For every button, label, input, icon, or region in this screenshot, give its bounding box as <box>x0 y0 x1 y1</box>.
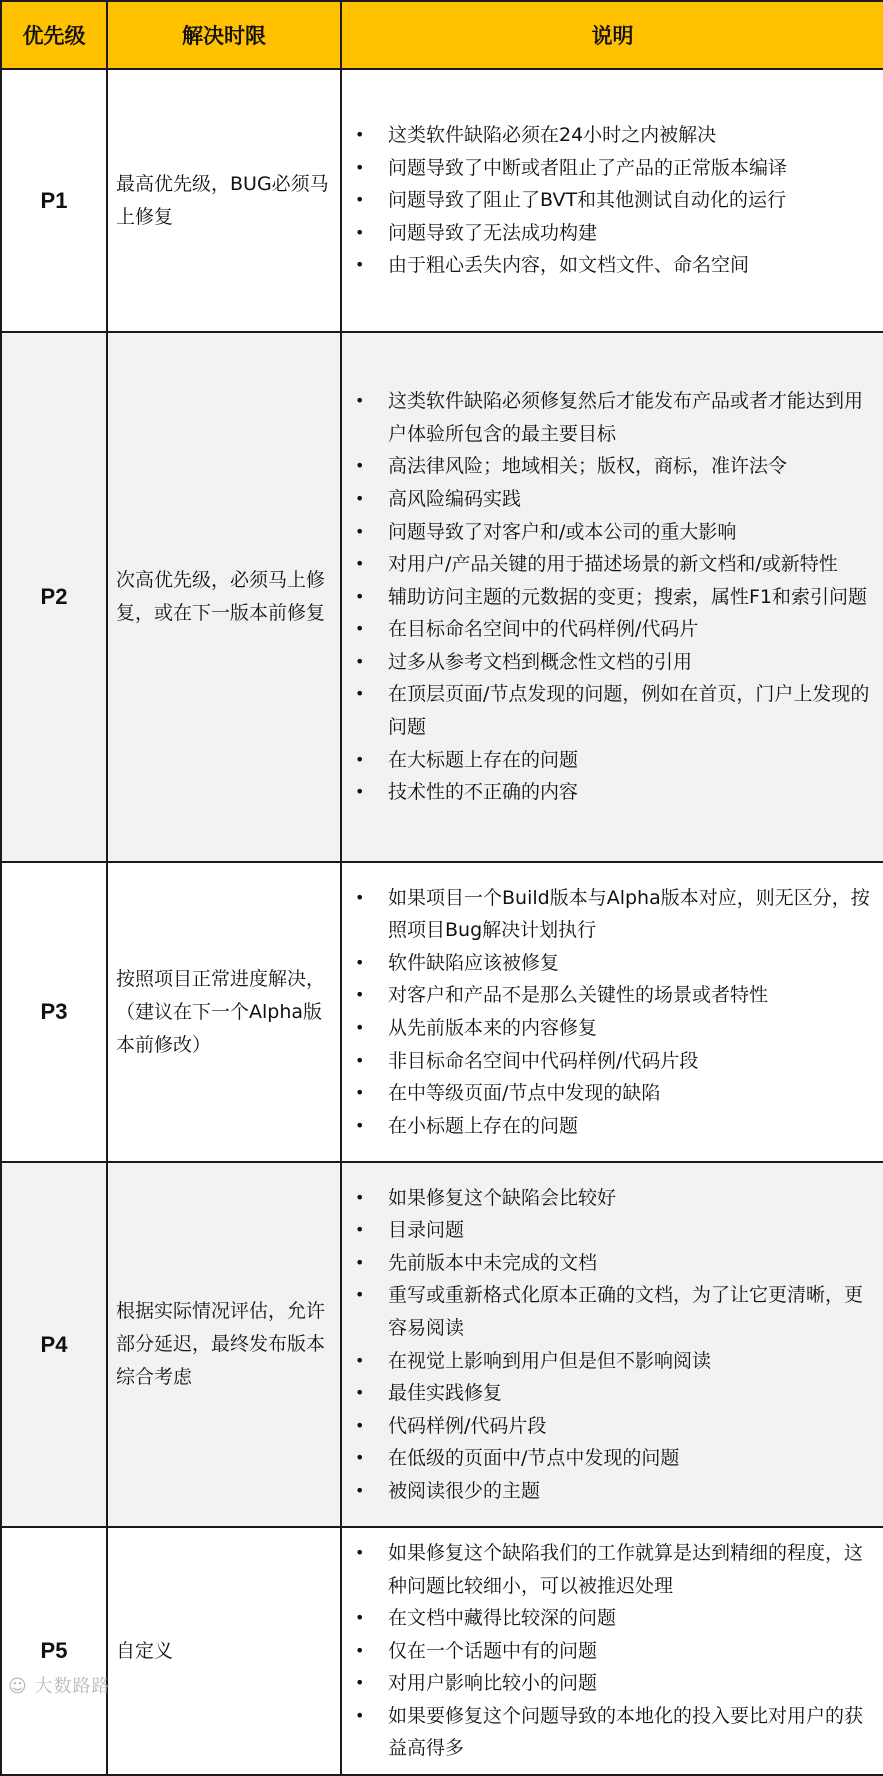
list-item: • 重写或重新格式化原本正确的文档，为了让它更清晰，更容易阅读 <box>352 1279 873 1344</box>
description-list <box>352 882 873 1143</box>
priority-cell: P4 <box>1 1162 107 1527</box>
list-item: • 对客户和产品不是那么关键性的场景或者特性 <box>352 979 873 1012</box>
header-description: 说明 <box>341 1 883 69</box>
list-item: • 如果项目一个Build版本与Alpha版本对应，则无区分，按照项目Bug解决计划执行 <box>352 882 873 947</box>
header-priority: 优先级 <box>1 1 107 69</box>
list-item: • 对用户/产品关键的用于描述场景的新文档和/或新特性 <box>352 548 873 581</box>
table-body <box>1 69 883 1775</box>
list-item: • 对用户影响比较小的问题 <box>352 1667 873 1700</box>
list-item: • 目录问题 <box>352 1214 873 1247</box>
description-cell <box>341 332 883 862</box>
table-row <box>1 1162 883 1527</box>
deadline-cell: 自定义 <box>107 1527 341 1775</box>
deadline-cell: 次高优先级，必须马上修复，或在下一版本前修复 <box>107 332 341 862</box>
list-item: • 软件缺陷应该被修复 <box>352 947 873 980</box>
table-row <box>1 332 883 862</box>
list-item: • 如果修复这个缺陷会比较好 <box>352 1182 873 1215</box>
table-row <box>1 69 883 332</box>
watermark <box>8 1672 111 1698</box>
table-header <box>1 1 883 69</box>
list-item: • 在顶层页面/节点发现的问题，例如在首页，门户上发现的问题 <box>352 678 873 743</box>
priority-cell: P5 <box>1 1527 107 1775</box>
list-item: • 问题导致了对客户和/或本公司的重大影响 <box>352 516 873 549</box>
table-row <box>1 862 883 1162</box>
list-item: • 在大标题上存在的问题 <box>352 744 873 777</box>
list-item: • 在文档中藏得比较深的问题 <box>352 1602 873 1635</box>
header-row <box>1 1 883 69</box>
description-list <box>352 119 873 282</box>
description-cell <box>341 1162 883 1527</box>
description-list <box>352 1182 873 1508</box>
list-item: • 非目标命名空间中代码样例/代码片段 <box>352 1045 873 1078</box>
list-item: • 辅助访问主题的元数据的变更；搜索，属性F1和索引问题 <box>352 581 873 614</box>
watermark-icon: ☺ <box>8 1676 35 1697</box>
list-item: • 在低级的页面中/节点中发现的问题 <box>352 1442 873 1475</box>
description-cell <box>341 1527 883 1775</box>
list-item: • 代码样例/代码片段 <box>352 1410 873 1443</box>
header-deadline: 解决时限 <box>107 1 341 69</box>
list-item: • 先前版本中未完成的文档 <box>352 1247 873 1280</box>
list-item: • 技术性的不正确的内容 <box>352 776 873 809</box>
list-item: • 过多从参考文档到概念性文档的引用 <box>352 646 873 679</box>
list-item: • 这类软件缺陷必须修复然后才能发布产品或者才能达到用户体验所包含的最主要目标 <box>352 385 873 450</box>
list-item: • 问题导致了中断或者阻止了产品的正常版本编译 <box>352 152 873 185</box>
list-item: • 这类软件缺陷必须在24小时之内被解决 <box>352 119 873 152</box>
table-row <box>1 1527 883 1775</box>
priority-cell: P1 <box>1 69 107 332</box>
deadline-cell: 根据实际情况评估，允许部分延迟，最终发布版本综合考虑 <box>107 1162 341 1527</box>
description-cell <box>341 862 883 1162</box>
list-item: • 问题导致了阻止了BVT和其他测试自动化的运行 <box>352 184 873 217</box>
list-item: • 高风险编码实践 <box>352 483 873 516</box>
list-item: • 在视觉上影响到用户但是但不影响阅读 <box>352 1345 873 1378</box>
priority-cell: P3 <box>1 862 107 1162</box>
description-list <box>352 1537 873 1765</box>
priority-cell: P2 <box>1 332 107 862</box>
watermark-text: 大数路路 <box>34 1676 111 1697</box>
list-item: • 在目标命名空间中的代码样例/代码片 <box>352 613 873 646</box>
deadline-cell: 按照项目正常进度解决，（建议在下一个Alpha版本前修改） <box>107 862 341 1162</box>
deadline-cell: 最高优先级，BUG必须马上修复 <box>107 69 341 332</box>
list-item: • 在中等级页面/节点中发现的缺陷 <box>352 1077 873 1110</box>
list-item: • 从先前版本来的内容修复 <box>352 1012 873 1045</box>
description-list <box>352 385 873 809</box>
list-item: • 仅在一个话题中有的问题 <box>352 1635 873 1668</box>
list-item: • 如果要修复这个问题导致的本地化的投入要比对用户的获益高得多 <box>352 1700 873 1765</box>
list-item: • 最佳实践修复 <box>352 1377 873 1410</box>
list-item: • 由于粗心丢失内容，如文档文件、命名空间 <box>352 249 873 282</box>
list-item: • 如果修复这个缺陷我们的工作就算是达到精细的程度，这种问题比较细小，可以被推迟处理 <box>352 1537 873 1602</box>
list-item: • 高法律风险；地域相关；版权，商标，准许法令 <box>352 450 873 483</box>
description-cell <box>341 69 883 332</box>
list-item: • 在小标题上存在的问题 <box>352 1110 873 1143</box>
list-item: • 被阅读很少的主题 <box>352 1475 873 1508</box>
list-item: • 问题导致了无法成功构建 <box>352 217 873 250</box>
